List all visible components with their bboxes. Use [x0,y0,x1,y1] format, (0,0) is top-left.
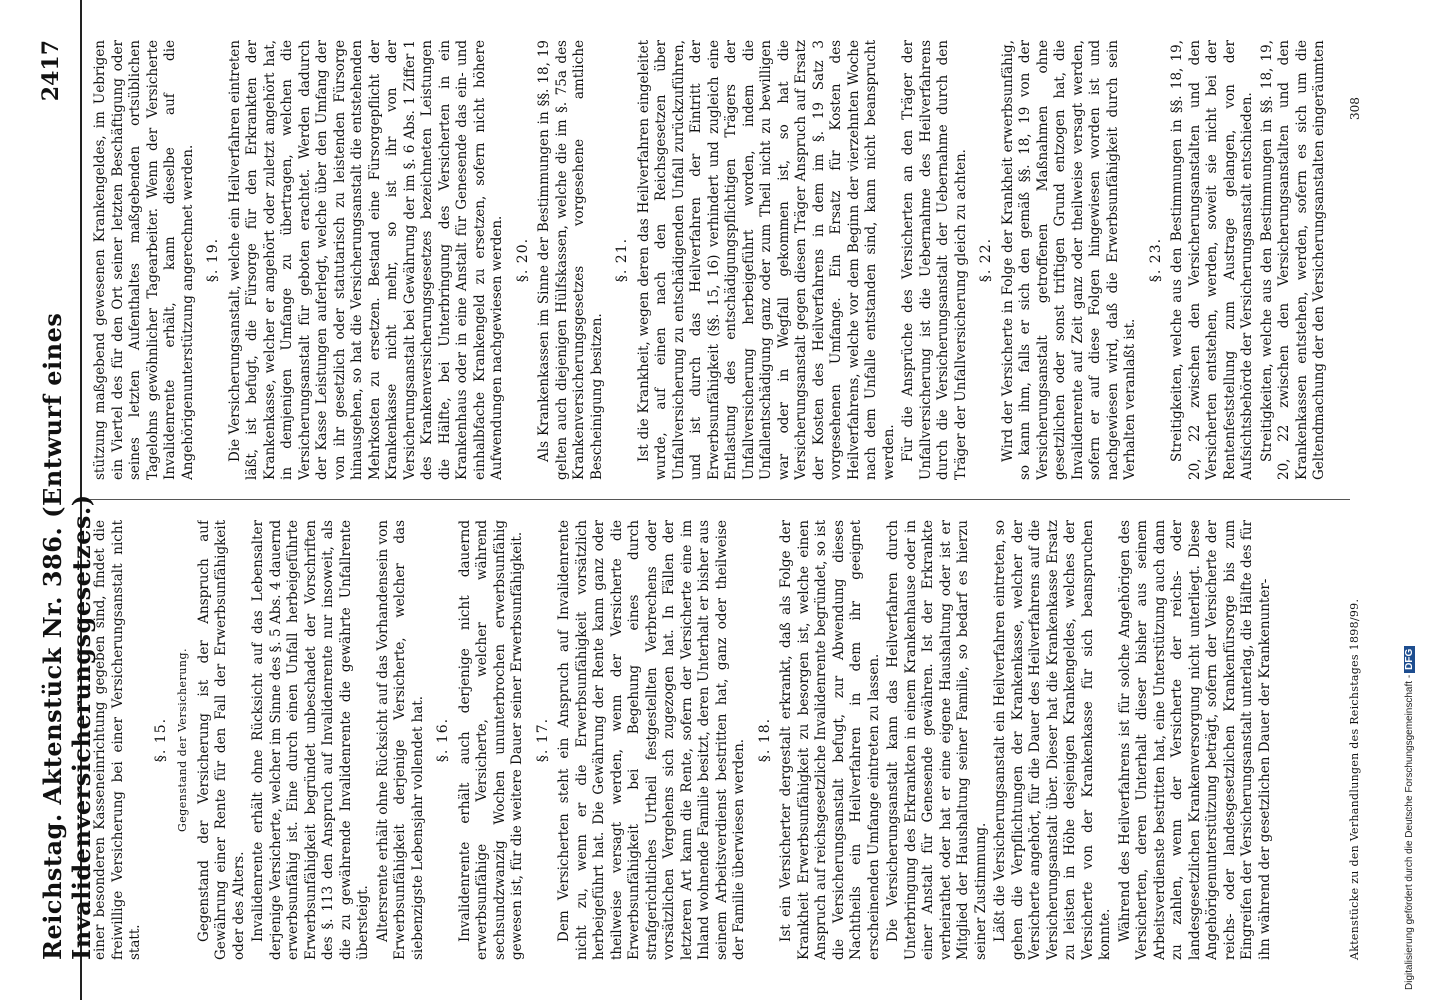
section-heading: §. 19. [205,237,221,283]
section-heading: §. 20. [514,237,531,283]
page-number: 2417 [38,40,64,102]
paragraph: Die Versicherungsanstalt kann das Heilverfahren durch Unterbringung des Erkrankten in einem Krankenhause oder in einer Anstalt für Genesende gewähren. Ist der Erkrankte verheirathet oder hat er eine eigene Haushaltung oder ist er Mitglied der Haushaltung seiner Familie, so bedarf es hierzu seiner Zustimmung. [885,520,989,960]
section-heading: §. 23. [1147,237,1164,283]
paragraph: Altersrente erhält ohne Rücksicht auf das Vorhandensein von Erwerbsunfähigkeit derjenige Versicherte, welcher das siebenzigste Lebensjahr vollendet hat. [374,520,426,960]
section-heading: §. 15. [152,717,169,763]
page-header [30,0,96,1000]
paragraph: Die Versicherungsanstalt, welche ein Heilverfahren eintreten läßt, ist befugt, die Fürsorge für den Erkrankten der Krankenkasse, welcher er angehört oder zuletzt angehört hat, in demjenigen Umfange zu übertragen, welchen die Versicherungsanstalt für geboten erachtet. Werden dadurch der Kasse Leistungen auferlegt, welche über den Umfang der von ihr gesetzlich oder statutarisch zu leistenden Fürsorge hinausgehen, so hat die Versicherungsanstalt die entstehenden Mehrkosten zu ersetzen. Bestand eine Fürsorgepflicht der Krankenkasse nicht mehr, so ist ihr von der Versicherungsanstalt bei Gewährung der im §. 6 Abs. 1 Ziffer 1 des Krankenversicherungsgesetzes bezeichneten Leistungen die Hälfte, bei Unterbringung des Versicherten in ein Krankenhaus oder in eine Anstalt für Genesende das ein- und einhalbfache Krankengeld zu ersetzen, sofern nicht höhere Aufwendungen nachgewiesen werden. [226,40,505,480]
paragraph: stützung maßgebend gewesenen Krankengeldes, im Uebrigen ein Viertel des für den Ort seiner letzten Beschäftigung oder seines letzten Aufenthaltes maßgebenden ortsüblichen Tagelohns gewöhnlicher Tagearbeiter. Wenn der Versicherte Invalidenrente erhält, kann dieselbe auf die Angehörigenunterstützung angerechnet werden. [92,40,196,480]
scanned-page [30,0,1390,1000]
credit-label: Digitalisierung gefördert durch die Deutsche Forschungsgemeinschaft - [1404,674,1415,990]
section-heading: §. 18. [756,717,773,763]
paragraph: Wird der Versicherte in Folge der Krankheit erwerbsunfähig, so kann ihm, falls er sich den gemäß §§. 18, 19 von der Versicherungsanstalt getroffenen Maßnahmen ohne gesetzlichen oder sonst triftigen Grund entzogen hat, die Invalidenrente auf Zeit ganz oder theilweise versagt werden, sofern er auf diese Folgen hingewiesen worden ist und nachgewiesen wird, daß die Erwerbsunfähigkeit durch sein Verhalten veranlaßt ist. [999,40,1138,480]
paragraph: Während des Heilverfahrens ist für solche Angehörigen des Versicherten, deren Unterhalt dieser bisher aus seinem Arbeitsverdienste bestritten hat, eine Unterstützung auch dann zu zahlen, wenn der Versicherte der reichs- oder landesgesetzlichen Krankenversorgung nicht unterliegt. Diese Angehörigenunterstützung beträgt, sofern der Versicherte der reichs- oder landesgesetzlichen Krankenfürsorge bis zum Eingreifen der Versicherungsanstalt unterlag, die Hälfte des für ihn während der gesetzlichen Dauer der Krankenunter- [1116,520,1273,960]
right-column [92,40,1342,480]
credit-text [1404,30,1415,990]
paragraph: Gegenstand der Versicherung ist der Anspruch auf Gewährung einer Rente für den Fall der Erwerbsunfähigkeit oder des Alters. [195,520,247,960]
left-column [92,520,1342,960]
paragraph: Streitigkeiten, welche aus den Bestimmungen in §§. 18, 19, 20, 22 zwischen den Versicherungsanstalten und den Krankenkassen entstehen, werden, sofern es sich um die Geltendmachung der den Versicherungsanstalten eingeräumten [1258,40,1327,480]
paragraph: einer besonderen Kasseneinrichtung gegeben sind, findet die freiwillige Versicherung bei einer Versicherungsanstalt nicht statt. [92,520,143,960]
paragraph: Ist die Krankheit, wegen deren das Heilverfahren eingeleitet wurde, auf einen nach den Reichsgesetzen über Unfallversicherung zu entschädigenden Unfall zurückzuführen, und ist durch das Heilverfahren der Eintritt der Erwerbsunfähigkeit (§§. 15, 16) verhindert und zugleich eine Entlastung des entschädigungspflichtigen Trägers der Unfallversicherung herbeigeführt worden, indem die Unfallentschädigung ganz oder zum Theil nicht zu bewilligen war oder in Wegfall gekommen ist, so hat die Versicherungsanstalt gegen diesen Träger Anspruch auf Ersatz der Kosten des Heilverfahrens in dem im §. 19 Satz 3 vorgesehenen Umfange. Ein Ersatz für Kosten des Heilverfahrens, welche vor dem Beginn der vierzehnten Woche nach dem Unfalle entstanden sind, kann nicht beansprucht werden. [635,40,897,480]
paragraph: Dem Versicherten steht ein Anspruch auf Invalidenrente nicht zu, wenn er die Erwerbsunfähigkeit vorsätzlich herbeigeführt hat. Die Gewährung der Rente kann ganz oder theilweise versagt werden, wenn der Versicherte die Erwerbsunfähigkeit bei Begehung eines durch strafgerichtliches Urtheil festgestellten Verbrechens oder vorsätzlichen Vergehens sich zugezogen hat. In Fällen der letzteren Art kann die Rente, sofern der Versicherte eine im Inland wohnende Familie besitzt, deren Unterhalt er bisher aus seinem Arbeitsverdienst bestritten hat, ganz oder theilweise der Familie überwiesen werden. [556,520,747,960]
footer-note: Aktenstücke zu den Verhandlungen des Reichstages 1898/99. [1348,598,1361,960]
running-title: Reichstag. Aktenstück Nr. 386. (Entwurf eines Invalidenversicherungsgesetzes.) [38,312,96,960]
paragraph: Für die Ansprüche des Versicherten an den Träger der Unfallversicherung ist die Uebernahme des Heilverfahrens durch die Versicherungsanstalt der Uebernahme durch den Träger der Unfallversicherung gleich zu achten. [900,40,969,480]
section-heading: §. 22. [978,237,994,283]
paragraph: Invalidenrente erhält auch derjenige nicht dauernd erwerbsunfähige Versicherte, welcher während sechsundzwanzig Wochen ununterbrochen erwerbsunfähig gewesen ist, für die weitere Dauer seiner Erwerbsunfähigkeit. [456,520,525,960]
paragraph: Streitigkeiten, welche aus den Bestimmungen in §§. 18, 19, 20, 22 zwischen den Versicherungsanstalten und den Versicherten entstehen, werden, soweit sie nicht bei der Rentenfeststellung zum Austrage gelangen, von der Aufsichtsbehörde der Versicherungsanstalt entschieden. [1169,40,1255,480]
digitization-credit [1404,30,1432,990]
dfg-logo: DFG [1404,646,1415,673]
section-subtitle: Gegenstand der Versicherung. [176,647,189,833]
paragraph: Als Krankenkassen im Sinne der Bestimmungen in §§. 18, 19 gelten auch diejenigen Hülfskassen, welche die im §. 75a des Krankenversicherungsgesetzes vorgesehene amtliche Bescheinigung besitzen. [536,40,605,480]
paragraph: Ist ein Versicherter dergestalt erkrankt, daß als Folge der Krankheit Erwerbsunfähigkeit zu besorgen ist, welche einen Anspruch auf reichsgesetzliche Invalidenrente begründet, so ist die Versicherungsanstalt befugt, zur Abwendung dieses Nachtheils ein Heilverfahren in dem ihr geeignet erscheinenden Umfange eintreten zu lassen. [778,520,882,960]
section-heading: §. 21. [614,237,630,283]
section-heading: §. 17. [534,717,551,763]
column-divider [90,499,1350,500]
signature-mark: 308 [1348,97,1362,120]
section-heading: §. 16. [435,717,451,763]
paragraph: Invalidenrente erhält ohne Rücksicht auf das Lebensalter derjenige Versicherte, welcher im Sinne des §. 5 Abs. 4 dauernd erwerbsunfähig ist. Eine durch einen Unfall herbeigeführte Erwerbsunfähigkeit begründet unbeschadet der Vorschriften des §. 113 den Anspruch auf Invalidenrente nur insoweit, als die zu gewährende Invalidenrente die gewährte Unfallrente übersteigt. [250,520,371,960]
paragraph: Läßt die Versicherungsanstalt ein Heilverfahren eintreten, so gehen die Verpflichtungen der Krankenkasse, welcher der Versicherte angehört, für die Dauer des Heilverfahrens auf die Versicherungsanstalt über. Dieser hat die Krankenkasse Ersatz zu leisten in Höhe desjenigen Krankengeldes, welches der Versicherte von der Krankenkasse für sich beanspruchen konnte. [992,520,1113,960]
